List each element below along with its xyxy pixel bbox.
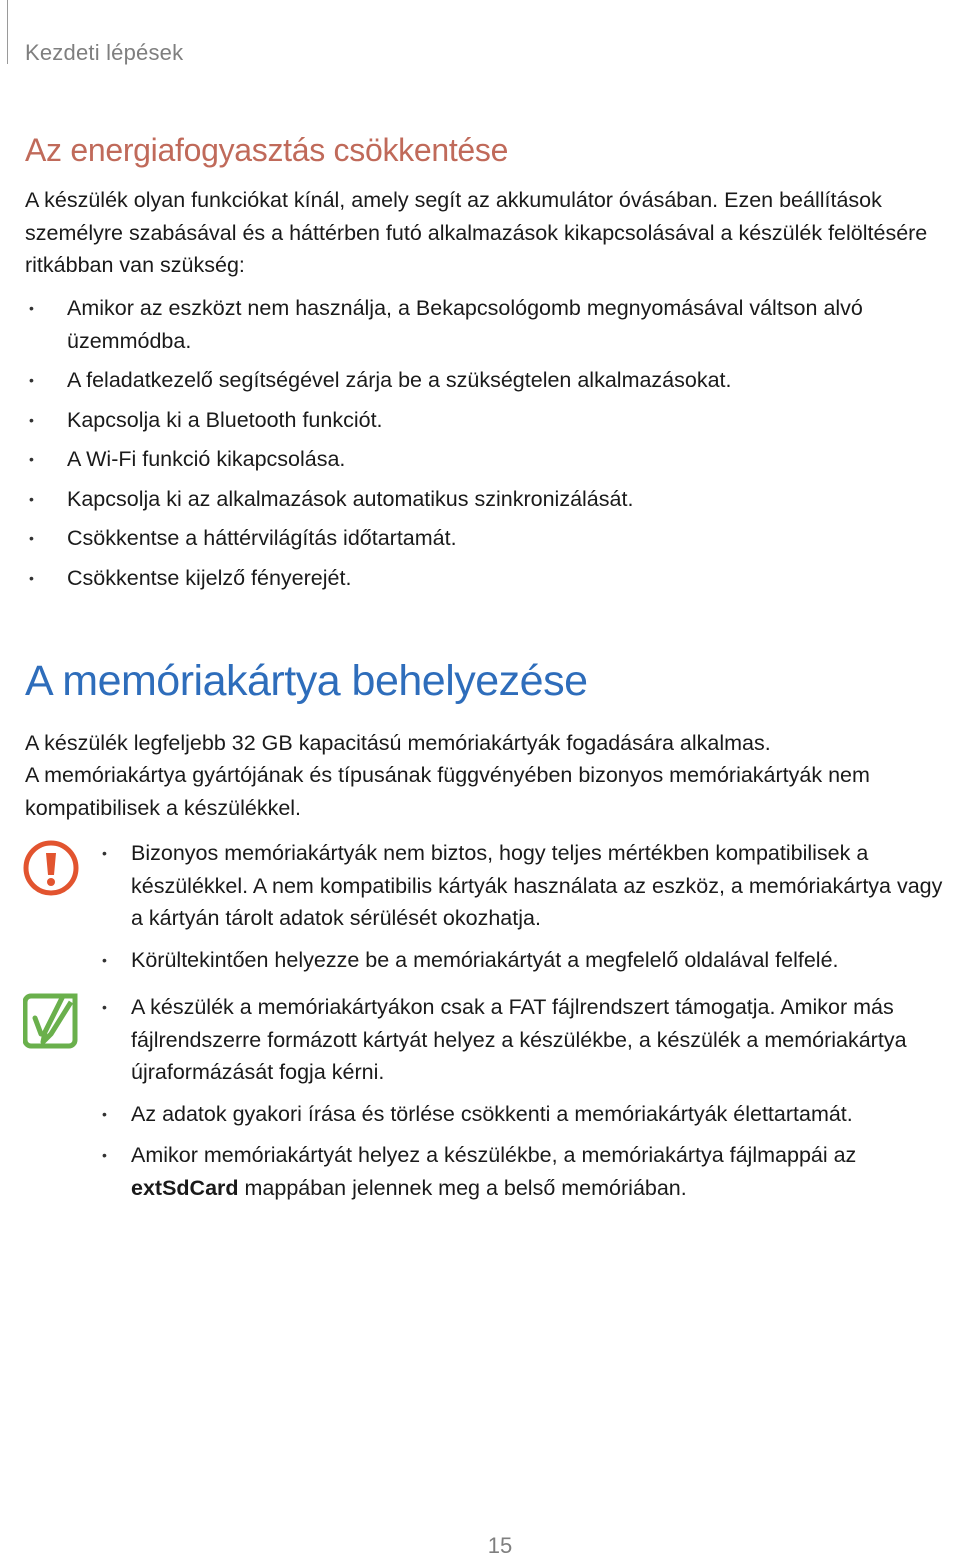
energy-intro: A készülék olyan funkciókat kínál, amely segít az akkumulátor óvásában. Ezen beállítások személyre szabásával és a háttérben futó alkalmazások kikapcsolásával a készülék felöltésére ritkábban van szükség:	[25, 188, 928, 277]
exclamation-warning-icon	[23, 840, 79, 896]
list-item: • Csökkentse a háttérvilágítás időtartamát.	[25, 522, 945, 555]
memory-intro-line1: A készülék legfeljebb 32 GB kapacitású memóriakártyák fogadására alkalmas.	[25, 731, 771, 755]
note-list	[100, 991, 960, 1213]
list-item: • Bizonyos memóriakártyák nem biztos, hogy teljes mértékben kompatibilisek a készülékkel. A nem kompatibilis kártyák használata az eszköz, a memóriakártya vagy a kártyán tárolt adatok sérülését okozhatja.	[100, 837, 960, 935]
bullet-icon: •	[29, 411, 34, 428]
bullet-icon: •	[29, 569, 34, 586]
list-item: • Amikor az eszközt nem használja, a Bekapcsológomb megnyomásával váltson alvó üzemmódba.	[25, 292, 945, 357]
section-title-energy: Az energiafogyasztás csökkentése	[25, 132, 509, 168]
page-edge-line	[7, 0, 8, 64]
bullet-icon: •	[29, 490, 34, 507]
warning-list	[100, 837, 960, 985]
list-item: • Körültekintően helyezze be a memóriakártyát a megfelelő oldalával felfelé.	[100, 944, 960, 977]
bullet-icon: •	[102, 845, 107, 861]
list-item: • Az adatok gyakori írása és törlése csökkenti a memóriakártyák élettartamát.	[100, 1098, 960, 1131]
folder-name-keyword: extSdCard	[131, 1175, 239, 1200]
list-item: • A Wi-Fi funkció kikapcsolása.	[25, 443, 945, 476]
bullet-icon: •	[102, 1105, 107, 1122]
bullet-icon: •	[102, 999, 107, 1015]
list-item: • A feladatkezelő segítségével zárja be a szükségtelen alkalmazásokat.	[25, 364, 945, 397]
memory-intro-line2: A memóriakártya gyártójának és típusának függvényében bizonyos memóriakártyák nem kompatibilisek a készülékkel.	[25, 763, 870, 820]
running-header: Kezdeti lépések	[25, 40, 184, 65]
bullet-icon: •	[102, 951, 107, 968]
list-item: • A készülék a memóriakártyákon csak a FAT fájlrendszert támogatja. Amikor más fájlrendszerre formázott kártyát helyez a készülékbe, a készülék a memóriakártya újraformázását fogja kérni.	[100, 991, 960, 1089]
section-title-memory-card: A memóriakártya behelyezése	[25, 657, 588, 705]
bullet-icon: •	[29, 372, 34, 388]
bullet-icon: •	[29, 451, 34, 467]
page-number: 15	[487, 1533, 513, 1558]
list-item: • Kapcsolja ki a Bluetooth funkciót.	[25, 404, 945, 437]
bullet-icon: •	[102, 1147, 107, 1163]
list-item: • Kapcsolja ki az alkalmazások automatikus szinkronizálását.	[25, 483, 945, 516]
energy-tips-list	[25, 292, 945, 601]
bullet-icon: •	[29, 300, 34, 316]
bullet-icon: •	[29, 530, 34, 546]
pencil-note-icon	[23, 992, 79, 1050]
list-item: • Amikor memóriakártyát helyez a készülékbe, a memóriakártya fájlmappái az extSdCard mappában jelennek meg a belső memóriában.	[100, 1139, 960, 1204]
list-item: • Csökkentse kijelző fényerejét.	[25, 562, 945, 595]
